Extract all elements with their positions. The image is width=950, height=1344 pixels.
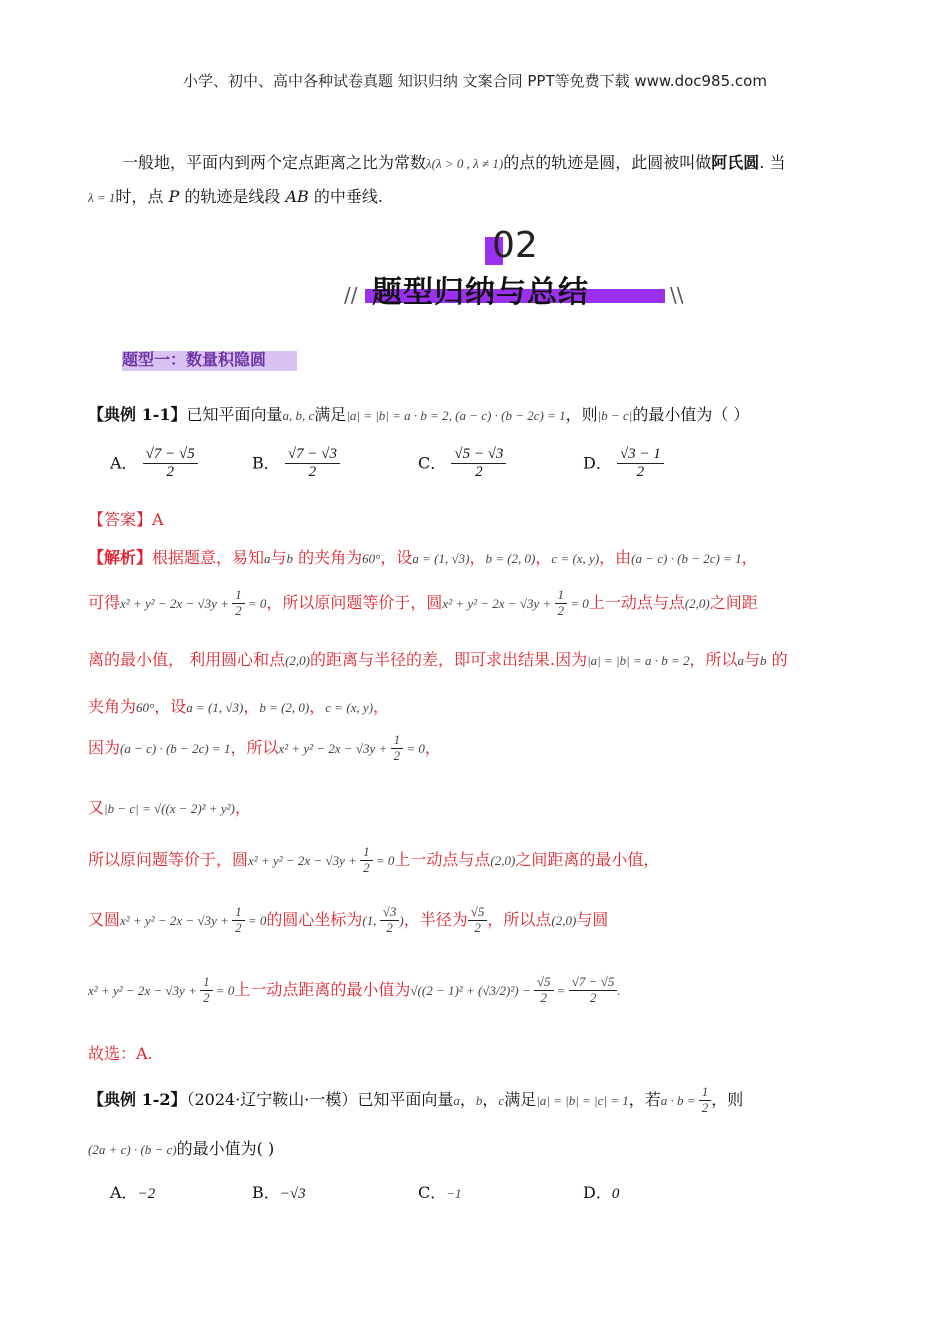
math: 60° (136, 700, 155, 715)
banner-right-deco: \\ (670, 283, 684, 307)
analysis-line-5 (88, 733, 441, 764)
frac-den: 2 (363, 859, 370, 875)
analysis-text: 夹角为 (88, 697, 137, 716)
stem-text: 的最小值为（ ） (632, 405, 750, 424)
math: = 0 (403, 740, 425, 756)
math: |b − c| = √((x − 2)² + y²) (104, 801, 235, 816)
math: (2,0) (551, 912, 577, 928)
analysis-text: 可得 (88, 592, 121, 612)
math: = (553, 982, 569, 998)
math: ) (399, 912, 404, 928)
analysis-text: ， (535, 548, 552, 567)
frac-den: 2 (701, 1099, 709, 1115)
math: a = (1, √3) (412, 551, 470, 566)
math: x² + y² − 2x − √3y + (248, 852, 361, 868)
example-tag: 【典例 1-1】 (88, 405, 187, 424)
option-label: B． (252, 453, 280, 473)
analysis-line-7 (88, 845, 659, 876)
math: |a| = |b| = a · b = 2 (587, 653, 690, 668)
math: . (617, 982, 621, 998)
option-num: √7 − √3 (285, 446, 340, 464)
banner-title: 题型归纳与总结 (372, 275, 589, 310)
option-b-2[interactable] (252, 1180, 306, 1203)
vector-condition: |a| = |b| = a · b = 2, (a − c) · (b − 2c) = 1 (346, 408, 566, 423)
stem-text: ，若 (628, 1089, 661, 1109)
math: b = (2, 0) (259, 700, 310, 715)
frac-den: 2 (589, 989, 597, 1005)
analysis-text: ，所以原问题等价于，圆 (266, 592, 443, 612)
frac-num: √5 (534, 975, 554, 991)
option-label: A． (110, 453, 138, 473)
answer: 【答案】A (88, 510, 164, 529)
subtype-heading (122, 347, 266, 370)
option-a[interactable] (110, 446, 198, 482)
option-d[interactable] (583, 446, 664, 482)
analysis-text: ，由 (599, 548, 632, 567)
lambda-equals-one: λ = 1 (88, 190, 116, 205)
option-value: 0 (611, 1186, 620, 1202)
math: = 0 (244, 912, 267, 928)
analysis-text: 因为 (88, 737, 121, 757)
option-num: √5 − √3 (451, 446, 506, 464)
analysis-line-6 (88, 795, 251, 818)
math: (a − c) · (b − 2c) = 1 (631, 551, 742, 566)
option-c[interactable] (418, 446, 506, 482)
math: = 0 (567, 595, 589, 611)
analysis-text: ， (234, 798, 251, 817)
section-banner (340, 225, 690, 315)
math: a = (1, √3) (186, 700, 244, 715)
stem-text: （2024·辽宁鞍山·一模）已知平面向量 (186, 1089, 454, 1109)
analysis-line-1 (88, 545, 758, 568)
math: b (760, 653, 767, 668)
analysis-text: 与 (744, 650, 761, 669)
frac-den: 2 (386, 919, 393, 935)
stem-text: 满足 (314, 405, 347, 424)
intro-line-2 (88, 184, 383, 207)
analysis-text: 的夹角为 (293, 548, 363, 567)
stem-text: ， (482, 1089, 499, 1109)
frac-den: 2 (557, 602, 565, 618)
frac-den: 2 (203, 989, 210, 1005)
frac-num: 1 (360, 845, 373, 861)
conclusion: 故选：A. (88, 1044, 153, 1063)
intro-text: 的中垂线. (308, 187, 383, 206)
intro-text: . 当 (759, 153, 786, 172)
example-tag: 【典例 1-2】 (88, 1089, 187, 1109)
vector-vars: a, b, c (282, 408, 315, 423)
option-num: √7 − √5 (143, 446, 198, 464)
option-value: −√3 (279, 1186, 306, 1202)
analysis-text: ，半径为 (403, 909, 468, 929)
example-1-1-stem (88, 402, 749, 425)
option-label: D． (583, 1183, 612, 1202)
analysis-text: ， (424, 737, 441, 757)
option-c-2[interactable] (418, 1180, 462, 1203)
option-d-2[interactable] (583, 1180, 619, 1203)
math: (2,0) (490, 852, 516, 868)
option-label: C． (418, 1183, 447, 1202)
example-1-2-stem (88, 1085, 743, 1116)
banner-left-deco: // (344, 283, 358, 307)
option-a-2[interactable] (110, 1180, 155, 1203)
analysis-text: 又圆 (88, 909, 121, 929)
subtype-text: 题型一：数量积隐圆 (122, 350, 267, 369)
analysis-text: 的圆心坐标为 (266, 909, 363, 929)
frac-num: 1 (699, 1085, 712, 1101)
stem-text: 的最小值为( ) (176, 1139, 275, 1158)
frac-num: 1 (391, 733, 404, 749)
math: √((2 − 1)² + (√3/2)²) − (410, 982, 534, 998)
intro-text: 的点的轨迹是圆，此圆被叫做 (503, 153, 712, 172)
math: x² + y² − 2x − √3y + (278, 740, 391, 756)
option-den: 2 (636, 464, 645, 481)
math: = 0 (244, 595, 267, 611)
analysis-text: ， (469, 548, 486, 567)
option-num: √3 − 1 (617, 446, 664, 464)
analysis-line-2 (88, 588, 758, 619)
analysis-text: ，设 (380, 548, 413, 567)
frac-den: 2 (474, 919, 481, 935)
intro-text: 时，点 (115, 187, 169, 206)
math: c = (x, y) (325, 700, 374, 715)
intro-line-1 (122, 150, 785, 173)
frac-num: √3 (380, 905, 400, 921)
frac-num: √5 (468, 905, 488, 921)
analysis-text: 之间距离的最小值， (515, 849, 660, 869)
option-den: 2 (166, 464, 174, 481)
math: (2a + c) · (b − c) (88, 1142, 177, 1157)
math: 60° (362, 551, 381, 566)
banner-number: 02 (492, 225, 538, 266)
apollonius-circle-term: 阿氏圆 (711, 153, 760, 172)
stem-text: 已知平面向量 (186, 405, 283, 424)
frac-num: 1 (555, 588, 568, 604)
frac-num: 1 (200, 975, 213, 991)
frac-num: 1 (232, 588, 245, 604)
math: a · b = (660, 1092, 699, 1108)
frac-num: 1 (232, 905, 245, 921)
option-label: A． (110, 1183, 138, 1202)
math: x² + y² − 2x − √3y + (88, 982, 201, 998)
lambda-condition: λ(λ > 0 , λ ≠ 1) (426, 156, 504, 171)
stem-text: ，则 (565, 405, 598, 424)
analysis-text: ，所以 (230, 737, 279, 757)
analysis-text: 的 (766, 650, 788, 669)
analysis-text: 所以原问题等价于，圆 (88, 849, 249, 869)
math: (2,0) (285, 653, 311, 668)
frac-den: 2 (540, 989, 547, 1005)
math: (2,0) (684, 595, 710, 611)
math: a (264, 551, 271, 566)
frac-den: 2 (235, 602, 242, 618)
intro-text: 一般地，平面内到两个定点距离之比为常数 (122, 153, 427, 172)
analysis-text: 上一动点与点 (588, 592, 685, 612)
analysis-text: 上一动点距离的最小值为 (234, 979, 411, 999)
analysis-line-3 (88, 647, 788, 670)
option-b[interactable] (252, 446, 340, 482)
frac-den: 2 (393, 747, 401, 763)
stem-text: ，则 (711, 1089, 744, 1109)
analysis-line-4 (88, 694, 389, 717)
analysis-text: 根据题意，易知 (152, 548, 265, 567)
analysis-text: 与圆 (576, 909, 609, 929)
math: c (498, 1092, 505, 1108)
math: x² + y² − 2x − √3y + (442, 595, 555, 611)
analysis-line-9 (88, 975, 621, 1006)
option-value: −1 (446, 1186, 462, 1201)
math: |a| = |b| = |c| = 1 (536, 1092, 629, 1108)
math: a (737, 653, 744, 668)
math: x² + y² − 2x − √3y + (120, 595, 233, 611)
point-p: P (168, 187, 180, 206)
math: (1, (362, 912, 380, 928)
analysis-tag: 【解析】 (88, 548, 153, 567)
example-1-2-line-2 (88, 1136, 274, 1159)
analysis-text: 离的最小值， 利用圆心和点 (88, 650, 286, 669)
stem-text: ， (459, 1089, 476, 1109)
analysis-text: ，所以 (689, 650, 738, 669)
option-label: B． (252, 1183, 280, 1202)
analysis-text: ，设 (154, 697, 187, 716)
target-expression: |b − c| (597, 408, 633, 423)
intro-text: 的轨迹是线段 (179, 187, 286, 206)
math: b (286, 551, 294, 566)
analysis-line-8 (88, 905, 608, 936)
math: c = (x, y) (551, 551, 600, 566)
option-value: −2 (137, 1186, 156, 1202)
analysis-text: ， (373, 697, 390, 716)
analysis-text: ， (243, 697, 260, 716)
analysis-text: 又 (88, 798, 105, 817)
math: b (475, 1092, 483, 1108)
analysis-text: 上一动点与点 (394, 849, 491, 869)
analysis-text: 与 (270, 548, 287, 567)
stem-text: 满足 (504, 1089, 537, 1109)
option-den: 2 (308, 464, 317, 481)
option-den: 2 (475, 464, 483, 481)
math: a (453, 1092, 460, 1108)
math: b = (2, 0) (485, 551, 536, 566)
analysis-text: ，所以点 (487, 909, 552, 929)
segment-ab: AB (285, 187, 309, 206)
math: = 0 (372, 852, 395, 868)
math: x² + y² − 2x − √3y + (120, 912, 233, 928)
option-label: D． (583, 453, 612, 473)
frac-den: 2 (235, 919, 242, 935)
analysis-text: 之间距 (709, 592, 758, 612)
analysis-text: ， (741, 548, 758, 567)
frac-num: √7 − √5 (569, 975, 618, 991)
analysis-text: ， (309, 697, 326, 716)
math: = 0 (212, 982, 235, 998)
math: (a − c) · (b − 2c) = 1 (120, 740, 231, 756)
option-label: C． (418, 453, 447, 473)
analysis-text: 的距离与半径的差，即可求出结果.因为 (310, 650, 588, 669)
page-header: 小学、初中、高中各种试卷真题 知识归纳 文案合同 PPT等免费下载 www.doc985.com (183, 72, 767, 90)
